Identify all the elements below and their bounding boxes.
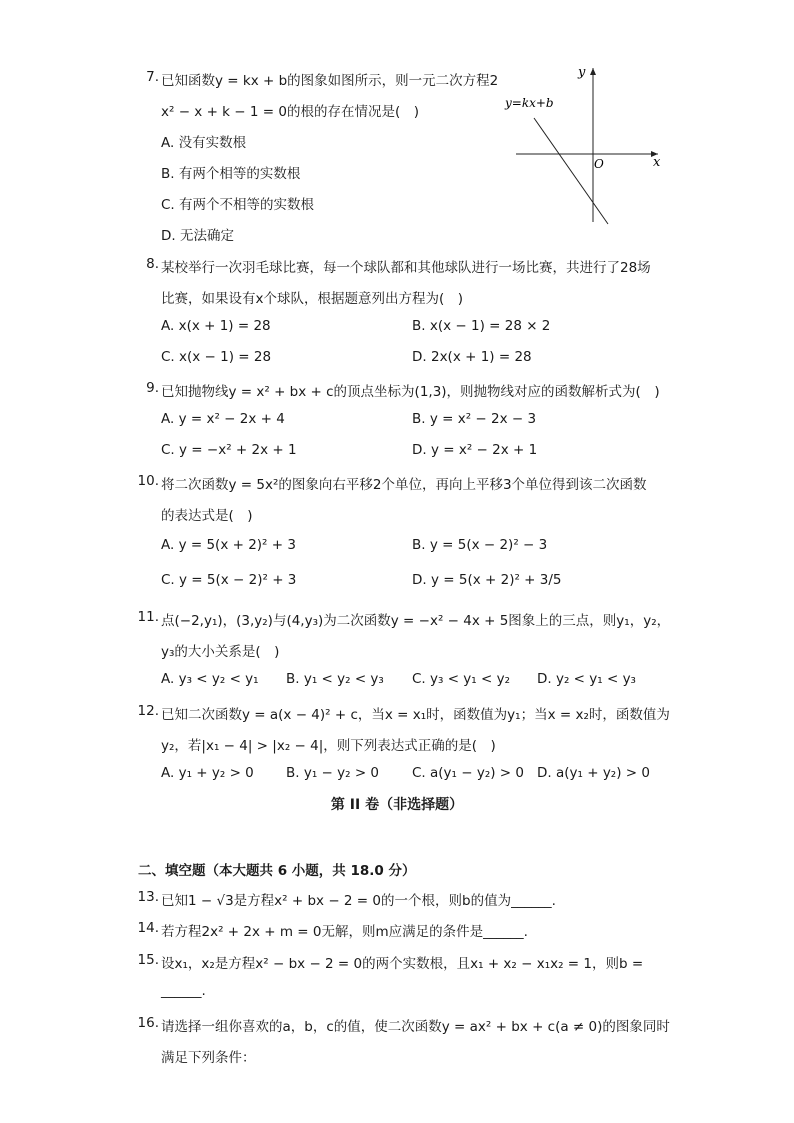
question-text: 将二次函数y = 5x²的图象向右平移2个单位，再向上平移3个单位得到该二次函数 — [161, 477, 647, 493]
question-text: 满足下列条件： — [161, 1050, 256, 1066]
question-text: 已知二次函数y = a(x − 4)² + c，当x = x₁时，函数值为y₁；当x = x₂时，函数值为 — [161, 707, 670, 723]
question-text: 点(−2,y₁)，(3,y₂)与(4,y₃)为二次函数y = −x² − 4x + 5图象上的三点，则y₁，y₂， — [161, 613, 671, 629]
question-text: 已知1 − √3是方程x² + bx − 2 = 0的一个根，则b的值为______. — [161, 893, 556, 909]
section-title: 二、填空题（本大题共 6 小题，共 18.0 分） — [138, 863, 416, 879]
y-axis-arrow — [590, 68, 596, 75]
question-number: 9. — [146, 380, 159, 396]
question-text: 请选择一组你喜欢的a，b，c的值，使二次函数y = ax² + bx + c(a ≠ 0)的图象同时 — [161, 1019, 670, 1035]
question-text: 的表达式是( ) — [161, 508, 253, 524]
part-two-heading: 第 II 卷（非选择题） — [330, 797, 464, 813]
function-line — [534, 118, 608, 224]
option-c: C. y = 5(x − 2)² + 3 — [161, 572, 297, 588]
question-text: y₂，若|x₁ − 4| > |x₂ − 4|，则下列表达式正确的是( ) — [161, 738, 496, 754]
option-b: B. 有两个相等的实数根 — [161, 166, 301, 182]
option-c: C. y₃ < y₁ < y₂ — [412, 671, 511, 687]
option-a: A. y₃ < y₂ < y₁ — [161, 671, 259, 687]
question-number: 11. — [137, 609, 159, 625]
option-d: D. 2x(x + 1) = 28 — [412, 349, 532, 365]
question-text: 已知函数y = kx + b的图象如图所示，则一元二次方程2 — [161, 73, 499, 89]
option-d: D. a(y₁ + y₂) > 0 — [537, 765, 650, 781]
option-b: B. y₁ − y₂ > 0 — [286, 765, 380, 781]
option-a: A. x(x + 1) = 28 — [161, 318, 271, 334]
question-number: 12. — [137, 703, 159, 719]
line-label: y=kx+b — [505, 96, 554, 110]
question-text: y₃的大小关系是( ) — [161, 644, 280, 660]
question-number: 7. — [146, 69, 159, 85]
option-c: C. x(x − 1) = 28 — [161, 349, 272, 365]
option-c: C. y = −x² + 2x + 1 — [161, 442, 297, 458]
option-d: D. y = 5(x + 2)² + 3/5 — [412, 572, 562, 588]
linear-function-graph — [500, 62, 670, 232]
question-text: 已知抛物线y = x² + bx + c的顶点坐标为(1,3)，则抛物线对应的函数解析式为( ) — [161, 384, 660, 400]
option-b: B. y = x² − 2x − 3 — [412, 411, 537, 427]
option-d: D. y = x² − 2x + 1 — [412, 442, 538, 458]
question-number: 15. — [137, 952, 159, 968]
question-text: 若方程2x² + 2x + m = 0无解，则m应满足的条件是______. — [161, 924, 528, 940]
y-axis-label: y — [578, 65, 586, 80]
option-b: B. y₁ < y₂ < y₃ — [286, 671, 384, 687]
origin-label: O — [594, 157, 604, 171]
option-a: A. y = x² − 2x + 4 — [161, 411, 285, 427]
x-axis-label: x — [653, 155, 661, 170]
question-text: 设x₁，x₂是方程x² − bx − 2 = 0的两个实数根，且x₁ + x₂ − x₁x₂ = 1，则b = — [161, 956, 644, 972]
option-a: A. y₁ + y₂ > 0 — [161, 765, 254, 781]
option-c: C. a(y₁ − y₂) > 0 — [412, 765, 524, 781]
question-text: ______. — [161, 983, 206, 999]
question-number: 8. — [146, 256, 159, 272]
option-b: B. y = 5(x − 2)² − 3 — [412, 537, 548, 553]
question-number: 10. — [137, 473, 159, 489]
option-c: C. 有两个不相等的实数根 — [161, 197, 315, 213]
question-text: x² − x + k − 1 = 0的根的存在情况是( ) — [161, 104, 419, 120]
option-b: B. x(x − 1) = 28 × 2 — [412, 318, 551, 334]
question-number: 16. — [137, 1015, 159, 1031]
option-a: A. y = 5(x + 2)² + 3 — [161, 537, 296, 553]
question-number: 14. — [137, 920, 159, 936]
question-text: 比赛，如果设有x个球队，根据题意列出方程为( ) — [161, 291, 464, 307]
option-a: A. 没有实数根 — [161, 135, 247, 151]
question-number: 13. — [137, 889, 159, 905]
question-text: 某校举行一次羽毛球比赛，每一个球队都和其他球队进行一场比赛，共进行了28场 — [161, 260, 651, 276]
option-d: D. 无法确定 — [161, 228, 234, 244]
option-d: D. y₂ < y₁ < y₃ — [537, 671, 636, 687]
